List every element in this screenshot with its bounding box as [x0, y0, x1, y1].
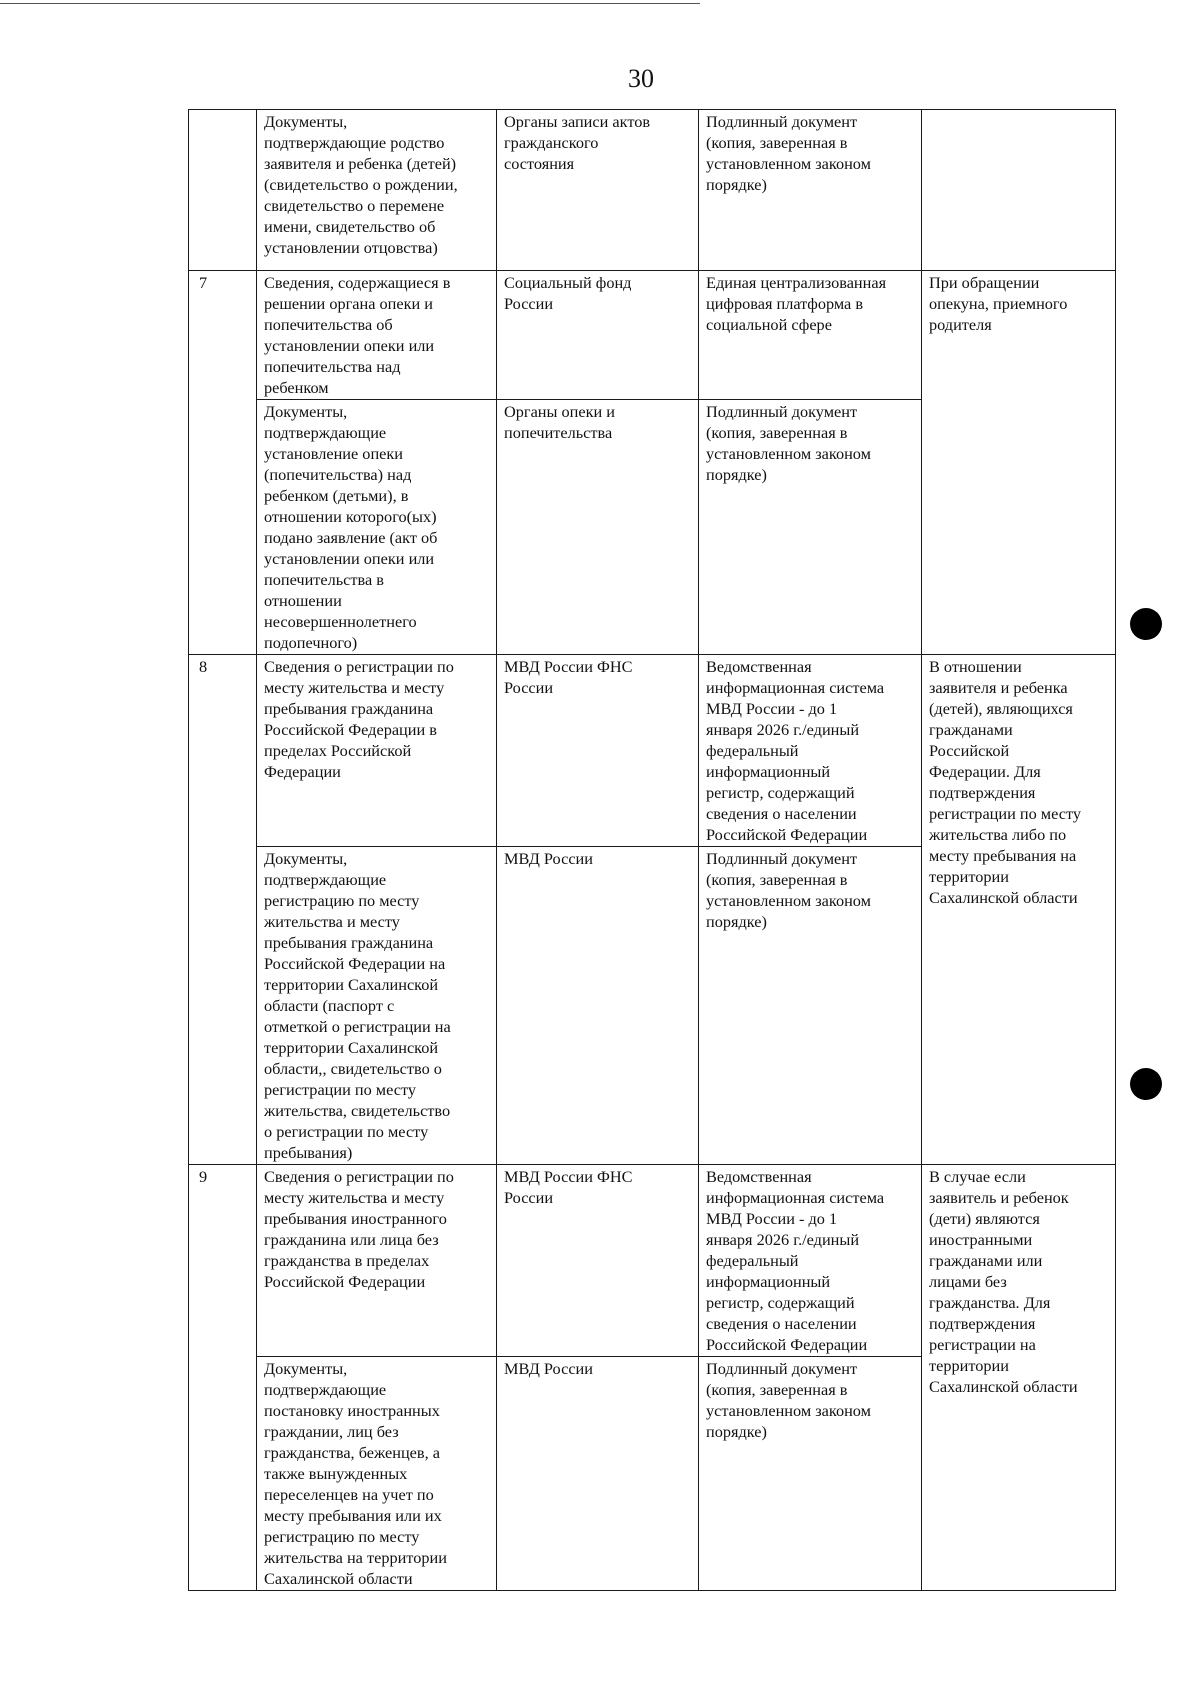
- row-number-cell: [189, 110, 257, 271]
- document-cell: Документы, подтверждающие регистрацию по месту жительства и месту пребывания гражданина Российской Федерации на территории Сахалинской области (паспорт с отметкой о регистрации на территории Сахалинской области,, свидетельство о регистрации по месту жительства, свидетельство о регистрации по месту пребывания): [257, 847, 497, 1165]
- form-cell: Подлинный документ (копия, заверенная в установленном законом порядке): [699, 1357, 922, 1591]
- document-cell: Документы, подтверждающие установление опеки (попечительства) над ребенком (детьми), в отношении которого(ых) подано заявление (акт об установлении опеки или попечительства в отношении несовершеннолетнего подопечного): [257, 400, 497, 655]
- punch-hole-mark: [1130, 608, 1162, 640]
- note-cell: При обращении опекуна, приемного родителя: [922, 271, 1116, 655]
- form-cell: Ведомственная информационная система МВД России - до 1 января 2026 г./единый федеральный информационный регистр, содержащий сведения о населении Российской Федерации: [699, 655, 922, 847]
- row-number-cell: 8: [189, 655, 257, 1165]
- source-cell: Органы записи актов гражданского состояния: [497, 110, 699, 271]
- form-cell: Ведомственная информационная система МВД России - до 1 января 2026 г./единый федеральный информационный регистр, содержащий сведения о населении Российской Федерации: [699, 1165, 922, 1357]
- note-cell: В случае если заявитель и ребенок (дети) являются иностранными гражданами или лицами без гражданства. Для подтверждения регистрации на территории Сахалинской области: [922, 1165, 1116, 1591]
- form-cell: Подлинный документ (копия, заверенная в установленном законом порядке): [699, 847, 922, 1165]
- source-cell: МВД России ФНС России: [497, 655, 699, 847]
- note-cell: [922, 110, 1116, 271]
- source-cell: МВД России ФНС России: [497, 1165, 699, 1357]
- table-row: [189, 1165, 1116, 1357]
- table-row: [189, 271, 1116, 400]
- punch-hole-mark: [1130, 1068, 1162, 1100]
- row-number-cell: 9: [189, 1165, 257, 1591]
- document-cell: Документы, подтверждающие постановку иностранных граждании, лиц без гражданства, беженцев, а также вынужденных переселенцев на учет по месту пребывания или их регистрацию по месту жительства на территории Сахалинской области: [257, 1357, 497, 1591]
- form-cell: Единая централизованная цифровая платформа в социальной сфере: [699, 271, 922, 400]
- page-number: 30: [628, 64, 654, 93]
- scan-top-edge-line: [0, 3, 700, 4]
- note-cell: В отношении заявителя и ребенка (детей), являющихся гражданами Российской Федерации. Для подтверждения регистрации по месту жительства либо по месту пребывания на территории Сахалинской области: [922, 655, 1116, 1165]
- table-row: [189, 655, 1116, 847]
- source-cell: МВД России: [497, 847, 699, 1165]
- source-cell: Социальный фонд России: [497, 271, 699, 400]
- source-cell: МВД России: [497, 1357, 699, 1591]
- form-cell: Подлинный документ (копия, заверенная в установленном законом порядке): [699, 400, 922, 655]
- document-cell: Сведения, содержащиеся в решении органа опеки и попечительства об установлении опеки или попечительства над ребенком: [257, 271, 497, 400]
- documents-table: [188, 109, 1116, 1591]
- form-cell: Подлинный документ (копия, заверенная в установленном законом порядке): [699, 110, 922, 271]
- source-cell: Органы опеки и попечительства: [497, 400, 699, 655]
- table-row: [189, 110, 1116, 271]
- document-cell: Документы, подтверждающие родство заявителя и ребенка (детей) (свидетельство о рождении, свидетельство о перемене имени, свидетельство об установлении отцовства): [257, 110, 497, 271]
- document-cell: Сведения о регистрации по месту жительства и месту пребывания гражданина Российской Федерации в пределах Российской Федерации: [257, 655, 497, 847]
- row-number-cell: 7: [189, 271, 257, 655]
- document-cell: Сведения о регистрации по месту жительства и месту пребывания иностранного гражданина или лица без гражданства в пределах Российской Федерации: [257, 1165, 497, 1357]
